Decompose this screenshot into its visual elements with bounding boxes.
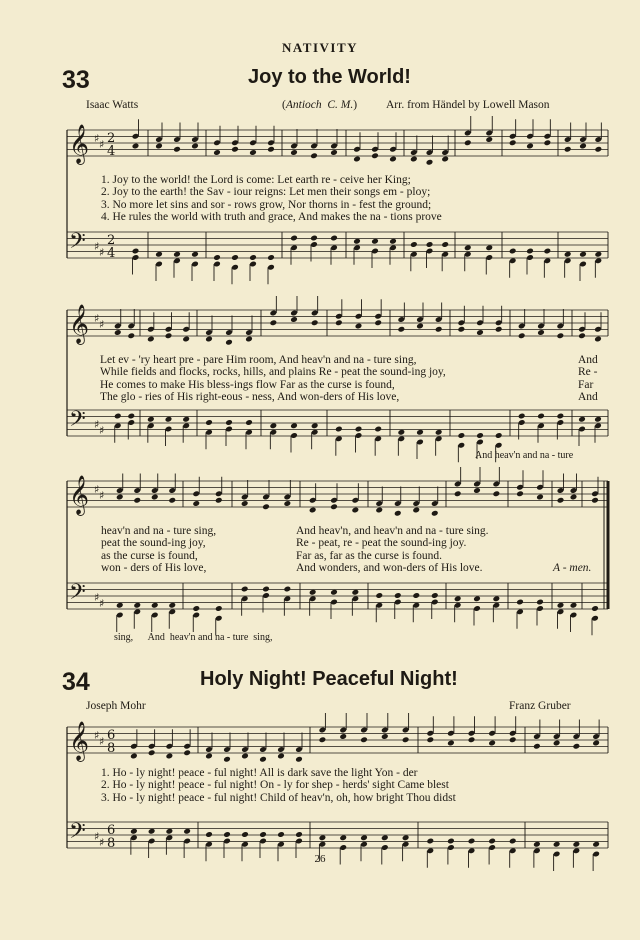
note-head (205, 753, 213, 760)
note-head (231, 146, 239, 153)
note-head (352, 507, 360, 514)
note-head (431, 592, 439, 599)
note-head (339, 733, 347, 740)
note-head (447, 838, 455, 845)
key-signature: ♯ (99, 489, 105, 502)
note-head (290, 149, 298, 156)
verse-line: 2. Ho - ly night! peace - ful night! On - ly for shep - herds' sight Came blest (101, 779, 449, 792)
note-head (468, 736, 476, 743)
note-head (116, 494, 124, 501)
note-head (473, 595, 481, 602)
note-head (570, 494, 578, 501)
note-head (591, 605, 599, 612)
note-head (374, 426, 382, 433)
note-head (205, 336, 213, 343)
note-head (398, 326, 406, 333)
note-head (241, 753, 249, 760)
note-head (488, 838, 496, 845)
verse-line: 1. Joy to the world! the Lord is come: Let earth re - ceive her King; (101, 174, 411, 186)
verse-line-end: And (578, 354, 598, 366)
note-head (394, 592, 402, 599)
note-head (309, 507, 317, 514)
verse-line: While fields and flocks, rocks, hills, and plains Re - peat the sound-ing joy, (100, 366, 446, 379)
composer-34: Franz Gruber (509, 700, 571, 712)
note-head (355, 323, 363, 330)
note-head (284, 586, 292, 593)
key-signature: ♯ (94, 312, 100, 325)
note-head (381, 733, 389, 740)
note-head (132, 248, 140, 255)
note-head (215, 605, 223, 612)
hymn-number: 33 (62, 66, 90, 94)
section-title: NATIVITY (281, 40, 359, 55)
note-head (595, 146, 603, 153)
note-head (495, 326, 503, 333)
note-head (579, 251, 587, 258)
note-head (155, 143, 163, 150)
note-head (165, 416, 173, 423)
note-head (192, 500, 200, 507)
note-head (557, 413, 565, 420)
note-head (544, 139, 552, 146)
verse-line-end: Re - (578, 366, 598, 379)
bass-clef: 𝄢 (69, 819, 86, 849)
key-signature: ♯ (94, 418, 100, 431)
treble-clef: 𝄞 (69, 721, 90, 761)
note-head (360, 834, 368, 841)
note-head (592, 740, 600, 747)
note-head (375, 507, 383, 514)
note-head (259, 831, 267, 838)
note-head (127, 332, 135, 339)
note-head (526, 248, 534, 255)
note-head (464, 139, 472, 146)
time-signature: 4 (107, 144, 116, 159)
page-number: 26 (314, 853, 326, 865)
note-head (493, 595, 501, 602)
note-head (493, 490, 501, 497)
verse-line: 3. Ho - ly night! peace - ful night! Child of heav'n, oh, how bright Thou didst (101, 791, 456, 804)
bass-lyric-system-2: And heav'n and na - ture (475, 450, 574, 461)
note-head (594, 336, 602, 343)
note-head (245, 336, 253, 343)
note-head (485, 244, 493, 251)
note-head (509, 736, 517, 743)
note-head (416, 429, 424, 436)
verse-line: Re - peat, re - peat the sound-ing joy. (296, 537, 467, 550)
note-head (225, 339, 233, 346)
note-head (241, 500, 249, 507)
note-head (182, 416, 190, 423)
note-head (371, 152, 379, 159)
verse-line: won - ders of His love, (101, 561, 207, 574)
note-head (426, 736, 434, 743)
bass-lyric-system-3: sing, And heav'n and na - ture sing, (114, 632, 273, 643)
note-head (231, 254, 239, 261)
meter: C. M. (327, 99, 354, 111)
note-head (435, 429, 443, 436)
note-head (330, 149, 338, 156)
note-head (402, 736, 410, 743)
tune-name: (Antioch C. M.) (282, 99, 358, 111)
verse-line: Far as, far as the curse is found. (296, 549, 442, 562)
verse-line: And wonders, and won-ders of His love. (296, 561, 483, 574)
note-head (375, 592, 383, 599)
bass-clef: 𝄢 (69, 580, 86, 610)
note-head (223, 831, 231, 838)
bass-clef: 𝄢 (69, 407, 86, 437)
note-head (270, 422, 278, 429)
note-head (151, 602, 159, 609)
note-head (330, 235, 338, 242)
note-head (374, 319, 382, 326)
note-head (165, 332, 173, 339)
note-head (241, 831, 249, 838)
verse-line: He comes to make His bless-ings flow Far as the curse is found, (100, 378, 395, 391)
tune-name-text: Antioch (285, 99, 322, 111)
note-head (557, 332, 565, 339)
note-head (191, 143, 199, 150)
note-head (192, 605, 200, 612)
key-signature: ♯ (94, 830, 100, 843)
verse-line: peat the sound-ing joy, (101, 537, 206, 550)
note-head (130, 753, 138, 760)
note-head (553, 841, 561, 848)
lyrics-hymn-34 (101, 767, 456, 804)
note-head (183, 749, 191, 756)
note-head (537, 413, 545, 420)
note-head (360, 736, 368, 743)
note-head (454, 490, 462, 497)
key-signature: ♯ (99, 735, 105, 748)
note-head (553, 740, 561, 747)
note-head (127, 413, 135, 420)
verse-line: 1. Ho - ly night! peace - ful night! All is dark save the light Yon - der (101, 767, 418, 779)
note-head (173, 146, 181, 153)
note-head (205, 419, 213, 426)
treble-clef: 𝄞 (69, 475, 90, 515)
note-head (495, 432, 503, 439)
note-head (277, 753, 285, 760)
amen: A - men. (553, 562, 592, 574)
verse-line: as the curse is found, (101, 549, 198, 562)
note-head (267, 254, 275, 261)
note-head (168, 497, 176, 504)
note-head (371, 238, 379, 245)
lyrics-system-3-left (101, 525, 216, 574)
note-head (114, 413, 122, 420)
note-head (335, 426, 343, 433)
note-head (133, 602, 141, 609)
note-head (182, 336, 190, 343)
note-head (249, 254, 257, 261)
note-head (518, 413, 526, 420)
hymn-title-34: Holy Night! Peaceful Night! (200, 668, 458, 690)
verse-line-end: And (578, 390, 598, 403)
key-signature: ♯ (94, 132, 100, 145)
note-head (330, 503, 338, 510)
note-head (290, 316, 298, 323)
hymn-title: Joy to the World! (248, 66, 411, 88)
note-head (458, 432, 466, 439)
hymn-number-34: 34 (62, 668, 90, 696)
note-head (166, 828, 174, 835)
time-signature: 8 (107, 741, 116, 756)
note-head (536, 599, 544, 606)
note-head (426, 159, 434, 166)
note-head (402, 834, 410, 841)
note-head (412, 592, 420, 599)
note-head (259, 756, 267, 763)
key-signature: ♯ (99, 424, 105, 437)
note-head (398, 429, 406, 436)
lyrics-system-2-end (578, 354, 598, 403)
key-signature: ♯ (99, 597, 105, 610)
note-head (526, 143, 534, 150)
note-head (426, 241, 434, 248)
note-head (431, 510, 439, 517)
note-head (355, 426, 363, 433)
note-head (277, 831, 285, 838)
verse-line: And heav'n, and heav'n and na - ture sing. (296, 525, 489, 537)
verse-line-end: Far (578, 378, 594, 391)
note-head (410, 241, 418, 248)
note-head (485, 136, 493, 143)
note-head (311, 422, 319, 429)
note-head (245, 419, 253, 426)
note-head (441, 156, 449, 163)
note-head (310, 235, 318, 242)
key-signature: ♯ (94, 240, 100, 253)
note-head (578, 332, 586, 339)
verse-line: 4. He rules the world with truth and grace, And makes the na - tions prove (101, 210, 442, 223)
key-signature: ♯ (94, 483, 100, 496)
note-head (295, 831, 303, 838)
note-head (262, 503, 270, 510)
note-head (319, 834, 327, 841)
note-head (557, 497, 565, 504)
note-head (290, 422, 298, 429)
note-head (151, 494, 159, 501)
note-head (412, 507, 420, 514)
note-head (148, 828, 156, 835)
lyrics-system-3-right (296, 525, 489, 574)
note-head (464, 244, 472, 251)
note-head (533, 743, 541, 750)
note-head (536, 494, 544, 501)
key-signature: ♯ (99, 318, 105, 331)
note-head (578, 416, 586, 423)
note-head (573, 841, 581, 848)
key-signature: ♯ (99, 836, 105, 849)
bass-clef: 𝄢 (69, 229, 86, 259)
note-head (155, 251, 163, 258)
note-head (447, 740, 455, 747)
note-head (225, 419, 233, 426)
note-head (213, 254, 221, 261)
note-head (595, 251, 603, 258)
note-head (476, 329, 484, 336)
time-signature: 6 (107, 728, 116, 743)
lyrics-system-2 (100, 354, 446, 403)
note-head (241, 586, 249, 593)
note-head (441, 241, 449, 248)
note-head (267, 146, 275, 153)
note-head (573, 743, 581, 750)
note-head (319, 736, 327, 743)
note-head (416, 323, 424, 330)
note-head (166, 753, 174, 760)
note-head (284, 500, 292, 507)
note-head (509, 248, 517, 255)
note-head (509, 838, 517, 845)
key-signature: ♯ (94, 591, 100, 604)
time-signature: 4 (107, 246, 116, 261)
note-head (518, 332, 526, 339)
note-head (410, 156, 418, 163)
note-head (516, 490, 524, 497)
note-head (191, 251, 199, 258)
author-34: Joseph Mohr (86, 700, 146, 712)
note-head (270, 319, 278, 326)
note-head (168, 602, 176, 609)
note-head (537, 329, 545, 336)
note-head (353, 156, 361, 163)
note-head (389, 156, 397, 163)
note-head (579, 143, 587, 150)
note-head (353, 238, 361, 245)
note-head (183, 828, 191, 835)
note-head (468, 838, 476, 845)
key-signature: ♯ (99, 138, 105, 151)
note-head (394, 510, 402, 517)
note-head (381, 834, 389, 841)
note-head (295, 756, 303, 763)
note-head (223, 756, 231, 763)
note-head (335, 319, 343, 326)
treble-clef: 𝄞 (69, 124, 90, 164)
note-head (592, 841, 600, 848)
note-head (147, 416, 155, 423)
note-head (262, 586, 270, 593)
note-head (594, 416, 602, 423)
verse-line: 2. Joy to the earth! the Sav - iour reigns: Let men their songs em - ploy; (101, 186, 431, 199)
note-head (352, 589, 360, 596)
author: Isaac Watts (86, 99, 139, 111)
note-head (205, 831, 213, 838)
note-head (509, 139, 517, 146)
note-head (557, 602, 565, 609)
time-signature: 8 (107, 836, 116, 851)
verse-line: Let ev - 'ry heart pre - pare Him room, And heav'n and na - ture sing, (100, 354, 417, 366)
note-head (114, 329, 122, 336)
verse-line: The glo - ries of His right-eous - ness, And won-ders of His love, (100, 390, 400, 403)
note-head (488, 740, 496, 747)
note-head (435, 326, 443, 333)
verse-line: 3. No more let sins and sor - rows grow, Nor thorns in - fest the ground; (101, 198, 432, 211)
note-head (173, 251, 181, 258)
note-head (116, 602, 124, 609)
lyrics-system-1 (101, 174, 606, 223)
note-head (389, 238, 397, 245)
note-head (310, 152, 318, 159)
note-head (290, 235, 298, 242)
note-head (215, 497, 223, 504)
note-head (458, 326, 466, 333)
note-head (454, 595, 462, 602)
note-head (330, 589, 338, 596)
note-head (564, 251, 572, 258)
note-head (533, 841, 541, 848)
time-signature: 2 (107, 233, 116, 248)
note-head (473, 487, 481, 494)
note-head (544, 248, 552, 255)
note-head (309, 589, 317, 596)
time-signature: 6 (107, 823, 116, 838)
note-head (339, 834, 347, 841)
note-head (564, 146, 572, 153)
note-head (249, 149, 257, 156)
note-head (213, 149, 221, 156)
arranger: Arr. from Händel by Lowell Mason (386, 99, 550, 111)
key-signature: ♯ (94, 729, 100, 742)
note-head (426, 838, 434, 845)
note-head (132, 143, 140, 150)
note-head (476, 432, 484, 439)
note-head (591, 497, 599, 504)
time-signature: 2 (107, 131, 116, 146)
note-head (311, 319, 319, 326)
verse-line: heav'n and na - ture sing, (101, 525, 217, 537)
note-head (133, 497, 141, 504)
key-signature: ♯ (99, 246, 105, 259)
note-head (516, 599, 524, 606)
note-head (130, 828, 138, 835)
treble-clef: 𝄞 (69, 304, 90, 344)
note-head (147, 336, 155, 343)
note-head (570, 602, 578, 609)
note-head (148, 749, 156, 756)
